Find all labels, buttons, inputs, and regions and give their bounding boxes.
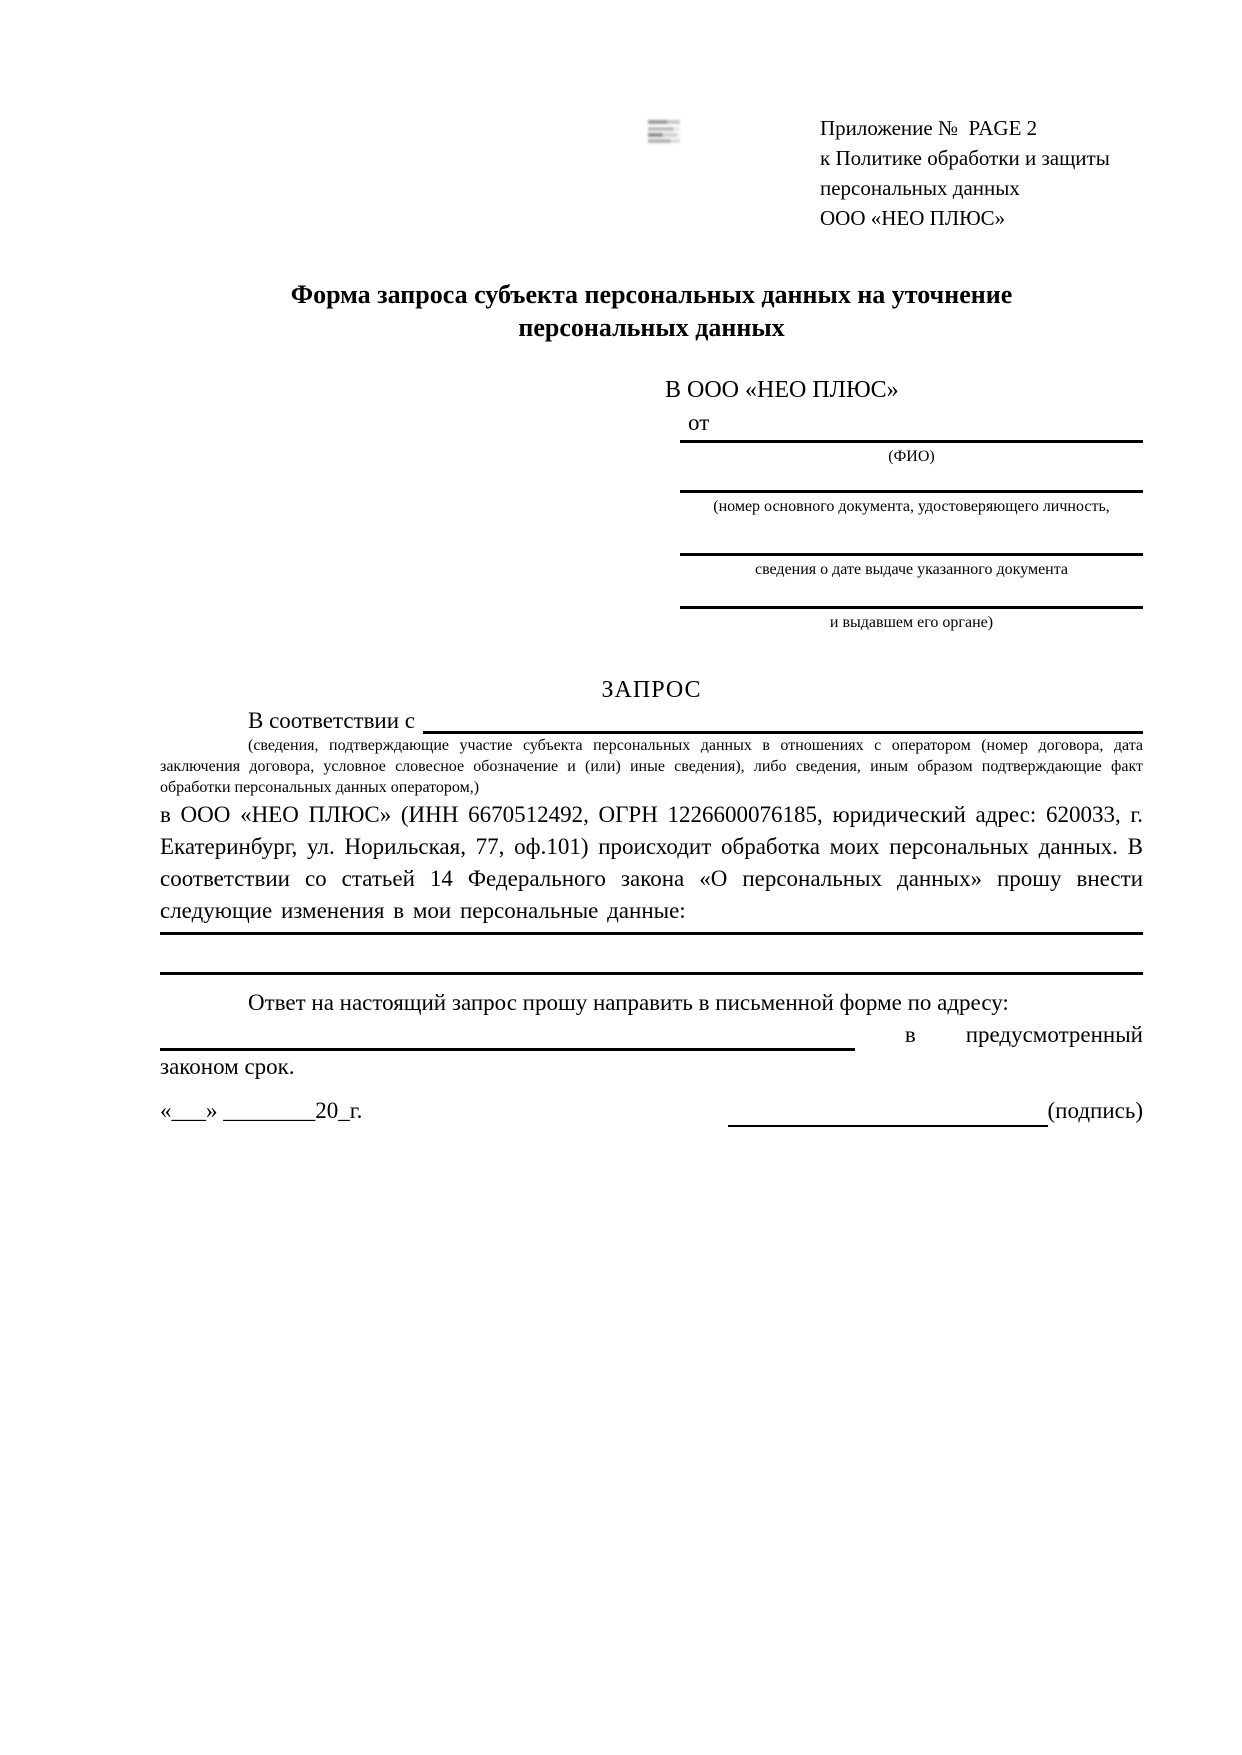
document-title: Форма запроса субъекта персональных данных на уточнение персональных данных	[290, 280, 1013, 342]
addressee-to: В ООО «НЕО ПЛЮС»	[665, 377, 899, 403]
request-heading: ЗАПРОС	[601, 677, 702, 703]
appendix-block	[820, 113, 1110, 233]
fio-caption: (ФИО)	[888, 448, 935, 465]
issuing-authority-blank-line	[680, 606, 1143, 609]
appendix-line-4: ООО «НЕО ПЛЮС»	[820, 206, 1006, 230]
signature-blank-line	[728, 1099, 1048, 1127]
issue-date-caption: сведения о дате выдаче указанного документа	[754, 561, 1069, 578]
changes-blank-line-2	[160, 972, 1143, 975]
according-to-label: В соответствии с	[248, 708, 416, 733]
issuing-authority-caption: и выдавшем его органе)	[829, 614, 994, 631]
document-number-blank-line	[680, 490, 1143, 493]
addressee-from-label: от	[688, 410, 710, 435]
address-blank-line	[160, 1022, 855, 1051]
fine-print-note: (сведения, подтверждающие участие субъекта персональных данных в отношениях с оператором (номер договора, дата заключения договора, условное словесное обозначение и (или) иные сведения), либо сведения, иным образом подтверждающие факт обработки персональных данных оператором,)	[160, 737, 1143, 796]
response-paragraph-line3: законом срок.	[160, 1054, 295, 1079]
date-blank-text: «___» ________20_г.	[160, 1098, 363, 1123]
response-word-term: предусмотренный	[965, 1022, 1143, 1047]
according-to-blank-line	[423, 707, 1143, 734]
signature-caption: (подпись)	[1047, 1098, 1143, 1123]
issue-date-blank-line	[680, 553, 1143, 556]
according-to-row	[160, 707, 1143, 734]
changes-blank-line-1	[160, 932, 1143, 935]
appendix-line-3: персональных данных	[820, 176, 1020, 200]
response-paragraph-line1: Ответ на настоящий запрос прошу направить в письменной форме по адресу:	[248, 990, 1009, 1015]
appendix-line-1: Приложение № PAGE 2	[820, 116, 1038, 140]
response-address-row	[160, 1019, 1143, 1051]
blurred-stamp-image	[648, 118, 680, 144]
signature-row	[160, 1095, 1143, 1127]
fio-blank-line	[680, 440, 1143, 443]
request-body-paragraph: в ООО «НЕО ПЛЮС» (ИНН 6670512492, ОГРН 1226600076185, юридический адрес: 620033, г. Екатеринбург, ул. Норильская, 77, оф.101) происходит обработка моих персональных данных. В соответствии со статьей 14 Федерального закона «О персональных данных» прошу внести следующие изменения в мои персональные данные:	[160, 802, 1143, 923]
document-number-caption: (номер основного документа, удостоверяющего личность,	[713, 498, 1110, 515]
response-word-v: в	[904, 1022, 916, 1047]
appendix-line-2: к Политике обработки и защиты	[820, 146, 1110, 170]
